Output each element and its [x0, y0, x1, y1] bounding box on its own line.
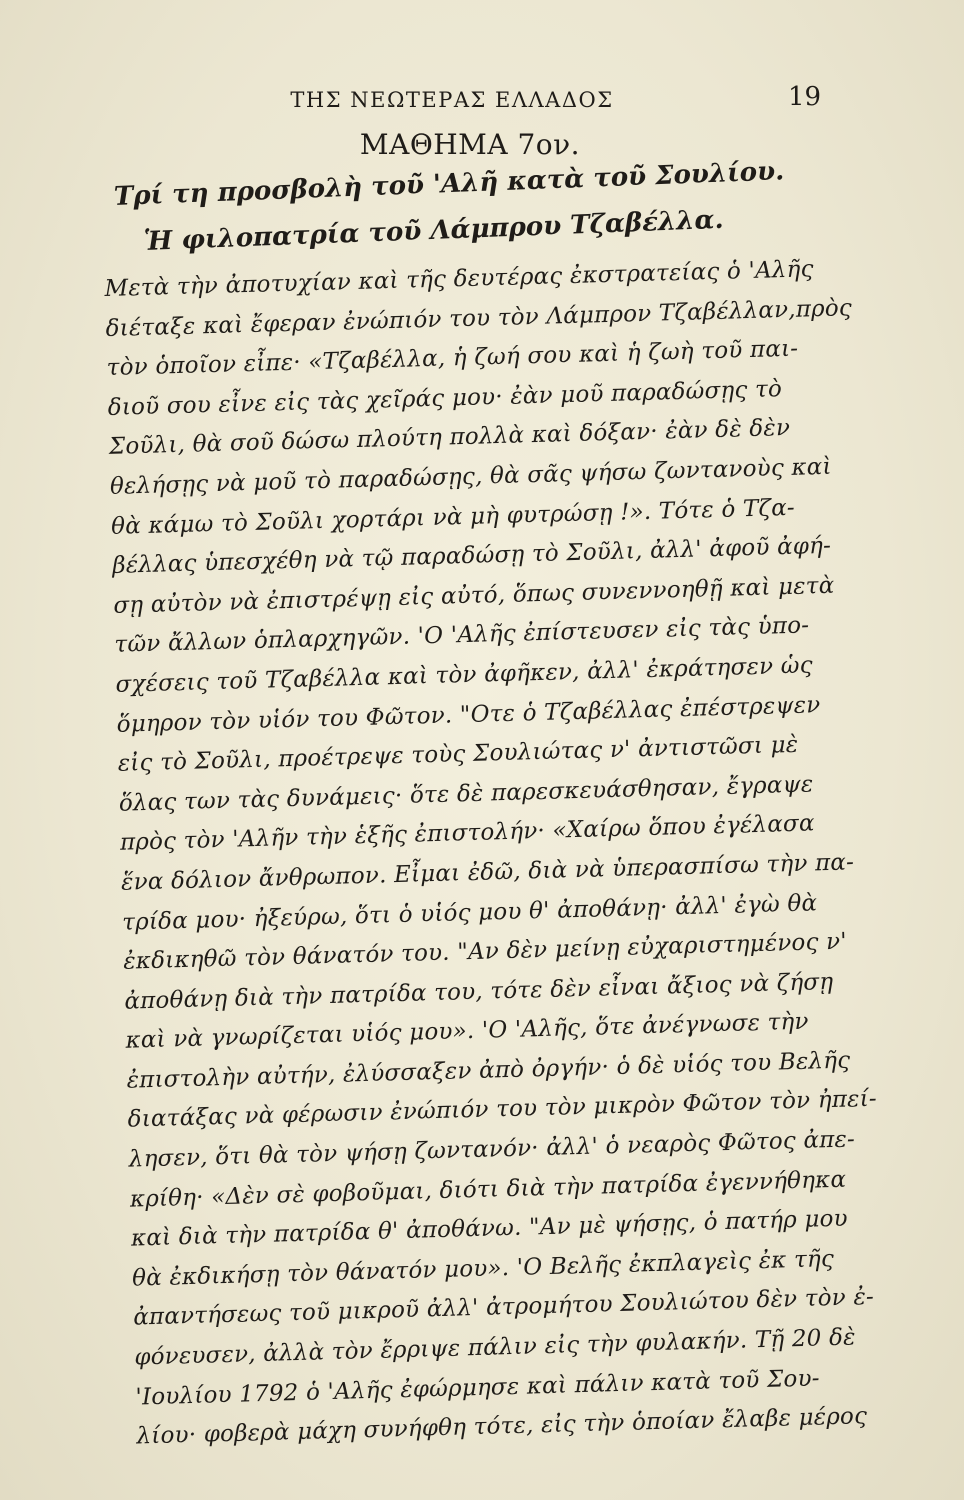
text-line: 'Ιουλίου 1792 ὁ 'Αλῆς ἐφώρμησε καὶ πάλιν κατὰ τοῦ Σου-	[135, 1365, 821, 1411]
text-line: σχέσεις τοῦ Τζαβέλλα καὶ τὸν ἀφῆκεν, ἀλλ' ἐκράτησεν ὡς	[115, 652, 814, 698]
text-line: θελήσῃς νὰ μοῦ τὸ παραδώσῃς, θὰ σᾶς ψήσω ζωντανοὺς καὶ	[109, 453, 833, 500]
text-line: ἀποθάνῃ διὰ τὴν πατρίδα του, τότε δὲν εἶναι ἄξιος νὰ ζήσῃ	[124, 968, 834, 1015]
text-line: φόνευσεν, ἀλλὰ τὸν ἔρριψε πάλιν εἰς τὴν φυλακήν. Τῇ 20 δὲ	[134, 1324, 857, 1371]
text-line: σῃ αὐτὸν νὰ ἐπιστρέψῃ εἰς αὐτό, ὅπως συνεννοηθῇ καὶ μετὰ	[113, 572, 835, 619]
text-line: διέταξε καὶ ἔφεραν ἐνώπιόν του τὸν Λάμπρον Τζαβέλλαν,πρὸς	[105, 294, 853, 342]
text-line: ἀπαντήσεως τοῦ μικροῦ ἀλλ' ἀτρομήτου Σουλιώτου δὲν τὸν ἐ-	[132, 1284, 875, 1332]
text-line: λησεν, ὅτι θὰ τὸν ψήσῃ ζωντανόν· ἀλλ' ὁ νεαρὸς Φῶτος ἀπε-	[128, 1126, 856, 1173]
running-head: ΤΗΣ ΝΕΩΤΕΡΑΣ ΕΛΛΑΔΟΣ	[290, 88, 614, 112]
text-line: τὸν ὁποῖον εἶπε· «Τζαβέλλα, ἡ ζωή σου καὶ ἡ ζωὴ τοῦ παι-	[106, 335, 799, 382]
subtitle-line-1: Τρί τη προσβολὴ τοῦ 'Αλῆ κατὰ τοῦ Σουλίου.	[113, 156, 785, 212]
text-line: καὶ διὰ τὴν πατρίδα θ' ἀποθάνω. "Αν μὲ ψήσῃς, ὁ πατήρ μου	[130, 1205, 849, 1252]
text-line: ἐπιστολὴν αὐτήν, ἐλύσσαξεν ἀπὸ ὀργήν· ὁ δὲ υἱός του Βελῆς	[126, 1047, 851, 1094]
text-line: κρίθη· «Δὲν σὲ φοβοῦμαι, διότι διὰ τὴν πατρίδα ἐγεννήθηκα	[129, 1166, 847, 1213]
subtitle-line-2: Ἡ φιλοπατρία τοῦ Λάμπρου Τζαβέλλα.	[143, 204, 725, 257]
text-line: ἐκδικηθῶ τὸν θάνατόν του. "Αν δὲν μείνῃ εὐχαριστημένος ν'	[122, 928, 848, 975]
text-line: καὶ νὰ γνωρίζεται υἱός μου». 'Ο 'Αλῆς, ὅτε ἀνέγνωσε τὴν	[125, 1008, 810, 1054]
text-line: ὅμηρον τὸν υἱόν του Φῶτον. "Οτε ὁ Τζαβέλλας ἐπέστρεψεν	[116, 691, 821, 738]
text-line: ὅλας των τὰς δυνάμεις· ὅτε δὲ παρεσκευάσθησαν, ἔγραψε	[118, 771, 814, 817]
body-text	[104, 249, 897, 1458]
text-line: τρίδα μου· ἠξεύρω, ὅτι ὁ υἱός μου θ' ἀποθάνῃ· ἀλλ' ἐγὼ θὰ	[121, 889, 818, 936]
text-line: λίου· φοβερὰ μάχη συνήφθη τότε, εἰς τὴν ὁποίαν ἔλαβε μέρος	[136, 1403, 868, 1450]
text-line: θὰ ἐκδικήσῃ τὸν θάνατόν μου». 'Ο Βελῆς ἐκπλαγεὶς ἐκ τῆς	[131, 1245, 835, 1292]
text-line: Σοῦλι, θὰ σοῦ δώσω πλούτη πολλὰ καὶ δόξαν· ἐὰν δὲ δὲν	[108, 415, 791, 461]
text-line: εἰς τὸ Σοῦλι, προέτρεψε τοὺς Σουλιώτας ν' ἀντιστῶσι μὲ	[117, 731, 799, 777]
text-line: διοῦ σου εἶνε εἰς τὰς χεῖράς μου· ἐὰν μοῦ παραδώσῃς τὸ	[107, 375, 783, 421]
text-line: ἕνα δόλιον ἄνθρωπον. Εἶμαι ἐδῶ, διὰ νὰ ὑπερασπίσω τὴν πα-	[120, 849, 855, 896]
text-line: Μετὰ τὴν ἀποτυχίαν καὶ τῆς δευτέρας ἐκστρατείας ὁ 'Αλῆς	[104, 256, 815, 302]
text-line: βέλλας ὑπεσχέθη νὰ τῷ παραδώσῃ τὸ Σοῦλι, ἀλλ' ἀφοῦ ἀφή-	[111, 532, 832, 580]
page-number: 19	[788, 82, 822, 112]
text-line: τῶν ἄλλων ὁπλαρχηγῶν. 'Ο 'Αλῆς ἐπίστευσεν εἰς τὰς ὑπο-	[114, 612, 810, 659]
text-line: πρὸς τὸν 'Αλῆν τὴν ἑξῆς ἐπιστολήν· «Χαίρω ὅπου ἐγέλασα	[119, 810, 815, 857]
text-line: διατάξας νὰ φέρωσιν ἐνώπιόν του τὸν μικρὸν Φῶτον τὸν ἠπεί-	[127, 1086, 878, 1134]
text-line: θὰ κάμω τὸ Σοῦλι χορτάρι νὰ μὴ φυτρώσῃ !». Τότε ὁ Τζα-	[110, 494, 796, 540]
lesson-title: ΜΑΘΗΜΑ 7ον.	[359, 128, 581, 161]
